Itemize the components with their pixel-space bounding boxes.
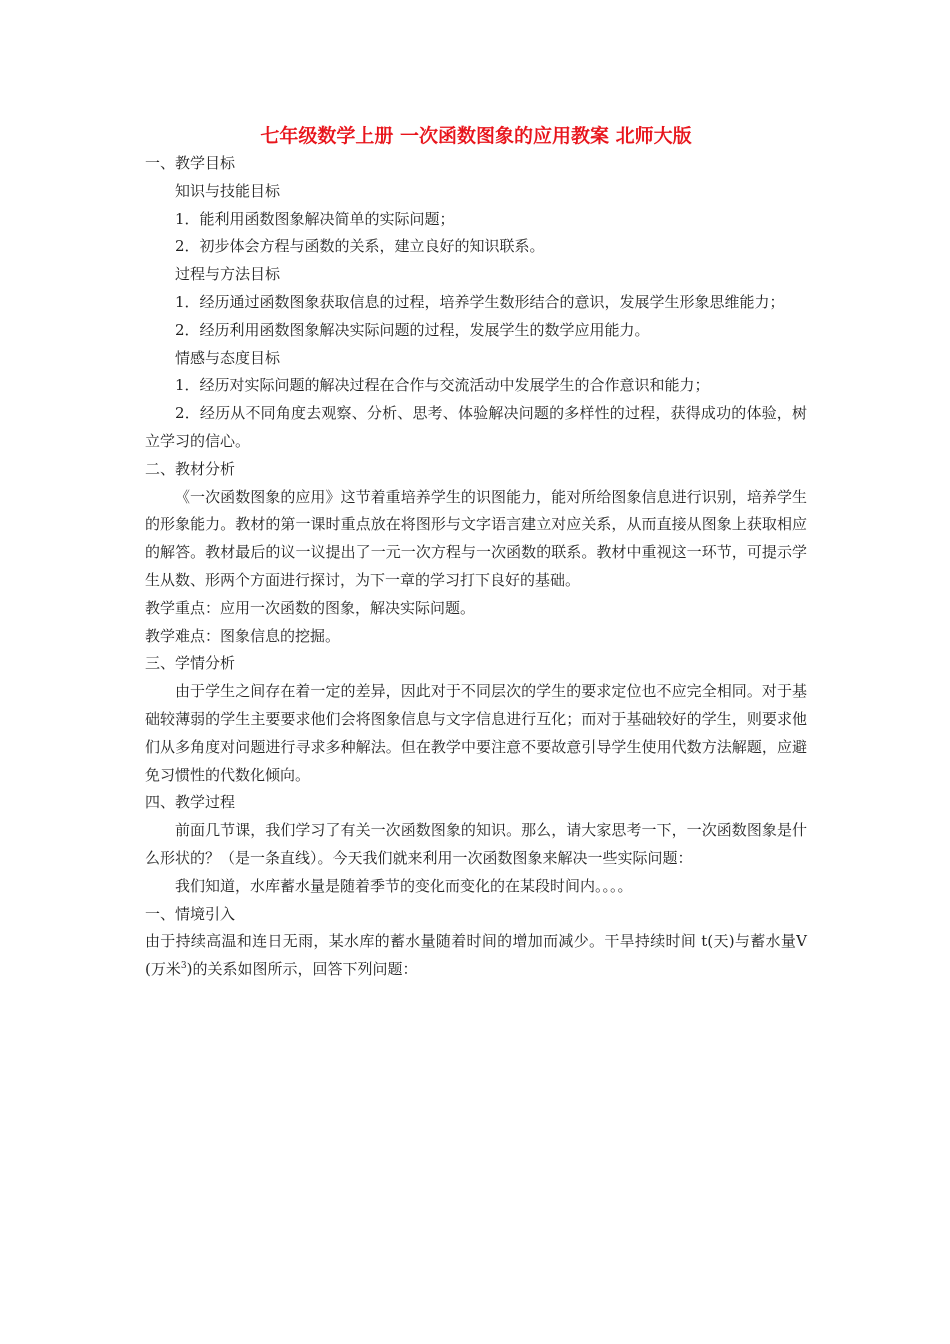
- knowledge-goal-2: 2．初步体会方程与函数的关系，建立良好的知识联系。: [175, 237, 545, 256]
- scenario-intro-text-a: 由于持续高温和连日无雨，某水库的蓄水量随着时间的增加而减少。干旱持续时间 t(天)与蓄水量V(万米: [145, 932, 807, 979]
- section-3-heading: 三、学情分析: [145, 654, 236, 673]
- document-title: 七年级数学上册 一次函数图象的应用教案 北师大版: [260, 125, 692, 147]
- process-goal-1: 1．经历通过函数图象获取信息的过程，培养学生数形结合的意识，发展学生形象思维能力；: [175, 292, 785, 311]
- scenario-intro-heading: 一、情境引入: [145, 904, 236, 923]
- process-methods-heading: 过程与方法目标: [175, 265, 281, 284]
- cubic-superscript: 3: [180, 961, 187, 972]
- key-point: 教学重点：应用一次函数的图象，解决实际问题。: [145, 598, 476, 617]
- emotion-attitude-heading: 情感与态度目标: [175, 348, 281, 367]
- section-1-heading: 一、教学目标: [145, 154, 236, 172]
- scenario-intro-text-b: )的关系如图所示，回答下列问题：: [186, 960, 418, 979]
- emotion-goal-1: 1．经历对实际问题的解决过程在合作与交流活动中发展学生的合作意识和能力；: [175, 376, 710, 395]
- section-4-heading: 四、教学过程: [145, 793, 236, 812]
- emotion-goal-2: 2．经历从不同角度去观察、分析、思考、体验解决问题的多样性的过程，获得成功的体验，树立学习的信心。: [145, 404, 807, 450]
- section-2-heading: 二、教材分析: [145, 459, 236, 478]
- knowledge-skills-heading: 知识与技能目标: [175, 181, 281, 200]
- process-goal-2: 2．经历利用函数图象解决实际问题的过程，发展学生的数学应用能力。: [175, 320, 650, 339]
- teaching-process-paragraph: 前面几节课，我们学习了有关一次函数图象的知识。那么，请大家思考一下，一次函数图象是什么形状的？（是一条直线）。今天我们就来利用一次函数图象来解决一些实际问题：: [145, 821, 807, 867]
- knowledge-goal-1: 1．能利用函数图象解决简单的实际问题；: [175, 209, 455, 228]
- student-analysis-paragraph: 由于学生之间存在着一定的差异，因此对于不同层次的学生的要求定位也不应完全相同。对于基础较薄弱的学生主要要求他们会将图象信息与文字信息进行互化；而对于基础较好的学生，则要求他们从多角度对问题进行寻求多种解法。但在教学中要注意不要故意引导学生使用代数方法解题，应避免习惯性的代数化倾向。: [145, 682, 807, 784]
- textbook-analysis-paragraph: 《一次函数图象的应用》这节着重培养学生的识图能力，能对所给图象信息进行识别，培养学生的形象能力。教材的第一课时重点放在将图形与文字语言建立对应关系，从而直接从图象上获取相应的解答。教材最后的议一议提出了一元一次方程与一次函数的联系。教材中重视这一环节，可提示学生从数、形两个方面进行探讨，为下一章的学习打下良好的基础。: [145, 487, 807, 589]
- teaching-process-paragraph-2: 我们知道，水库蓄水量是随着季节的变化而变化的在某段时间内。。。。: [175, 876, 633, 895]
- difficult-point: 教学难点：图象信息的挖掘。: [145, 626, 341, 645]
- document-page: [145, 122, 807, 984]
- scenario-intro-paragraph: [145, 928, 807, 984]
